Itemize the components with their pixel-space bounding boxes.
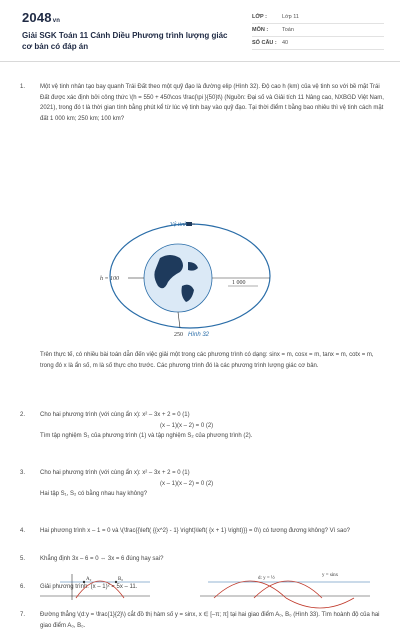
orbit-diagram (0, 216, 400, 341)
logo-suffix: vn (52, 18, 61, 24)
earth-circle (144, 244, 212, 312)
meta-value: Toán (282, 27, 294, 33)
question-number: 3. (20, 470, 26, 476)
paragraph-text: Trên thực tế, có nhiều bài toán dẫn đến việc giải một trong các phương trình có dạng: sinx = m, cosx = m, tanx = m, cotx = m, trong đó x là ẩn số, m là số thực cho trước. Các phương trình đó là các phương trình lượng giác cơ bản. (40, 352, 374, 369)
satellite-label: Vệ tinh (170, 222, 188, 228)
point-b0 (115, 581, 117, 583)
question-text: Khẳng định 3x – 6 = 0 ⇔ 3x = 6 đúng hay sai? (40, 556, 164, 562)
equation-line-2: (x – 1)(x – 2) = 0 (2) (160, 422, 214, 429)
question-prompt: Tìm tập nghiệm S₁ của phương trình (1) và tập nghiệm S₂ của phương trình (2). (40, 433, 253, 439)
a0-label: A₀ (86, 577, 92, 582)
d-label: d: y = ½ (258, 576, 275, 581)
question-text: Một vệ tinh nhân tạo bay quanh Trái Đất theo một quỹ đạo là đường elip (Hình 32). Độ cao h (km) của vệ tinh so với bề mặt Trái Đất được xác định bởi công thức \(h = 550 + 450\cos \frac{\pi }{50}t\) (Nguồn: Đại số và Giải tích 11 Nâng cao, NXBGD Việt Nam, 2021), trong đó t là thời gian tính bằng phút kể từ lúc vệ tinh bay vào quỹ đạo. Tại thời điểm t bằng bao nhiêu thì vệ tinh cách mặt đất 1 000 km; 250 km; 100 km? (40, 84, 384, 122)
point-a0 (83, 581, 85, 583)
sine-graph (0, 568, 400, 600)
question-number: 1. (20, 84, 26, 90)
question-text (40, 468, 385, 500)
question-number: 7. (20, 612, 26, 618)
question-text (40, 410, 385, 442)
meta-row-subject (252, 24, 384, 37)
question-number: 5. (20, 556, 26, 562)
equation-line-1: Cho hai phương trình (với cùng ẩn x): x² – 3x + 2 = 0 (1) (40, 470, 190, 476)
question-prompt: Hai tập S₁, S₂ có bằng nhau hay không? (40, 491, 148, 497)
meta-key: SỐ CÂU : (252, 40, 277, 46)
document-title: Giải SGK Toán 11 Cánh Diều Phương trình lượng giác cơ bản có đáp án (22, 31, 228, 51)
question-text: Hai phương trình x – 1 = 0 và \(\frac{{\left( {{x^2} - 1} \right)\left( {x + 1} \right)}} = 0\) có tương đương không? Vì sao? (40, 528, 351, 534)
bottom-marker-line (178, 312, 180, 328)
meta-key: MÔN : (252, 27, 269, 33)
bottom-label: 250 (174, 332, 183, 338)
question-number: 6. (20, 584, 26, 590)
equation-line-1: Cho hai phương trình (với cùng ẩn x): x² – 3x + 2 = 0 (1) (40, 412, 190, 418)
figure-caption: Hình 32 (188, 332, 210, 338)
meta-value: 40 (282, 40, 289, 46)
question-number: 4. (20, 528, 26, 534)
sine-curve-3 (286, 598, 354, 608)
question-text: Giải phương trình: (x – 1)² = 5x – 11. (40, 584, 138, 590)
page-header (0, 0, 400, 62)
figure-33-preview (0, 568, 400, 600)
b0-label: B₀ (118, 577, 124, 582)
sine-curve (76, 581, 124, 598)
sin-label: y = sinx (322, 573, 339, 578)
meta-row-grade (252, 11, 384, 24)
logo-text: 2048 (22, 10, 52, 25)
equation-line-2: (x – 1)(x – 2) = 0 (2) (160, 480, 214, 487)
meta-key: LỚP : (252, 14, 267, 20)
question-number: 2. (20, 412, 26, 418)
h-label: h = 100 (100, 276, 120, 282)
question-text: Đường thẳng \(d:y = \frac{1}{2}\) cắt đồ thị hàm số y = sinx, x ∈ [–π; π] tại hai giao điểm A₀, B₀ (Hình 33). Tìm hoành độ của hai giao điểm A₀, B₀. (40, 612, 380, 629)
meta-value: Lớp 11 (282, 14, 299, 20)
figure-32 (0, 216, 400, 341)
meta-table (252, 11, 384, 50)
right-label: 1 000 (232, 280, 246, 286)
meta-row-count (252, 37, 384, 50)
site-logo[interactable] (22, 10, 60, 25)
